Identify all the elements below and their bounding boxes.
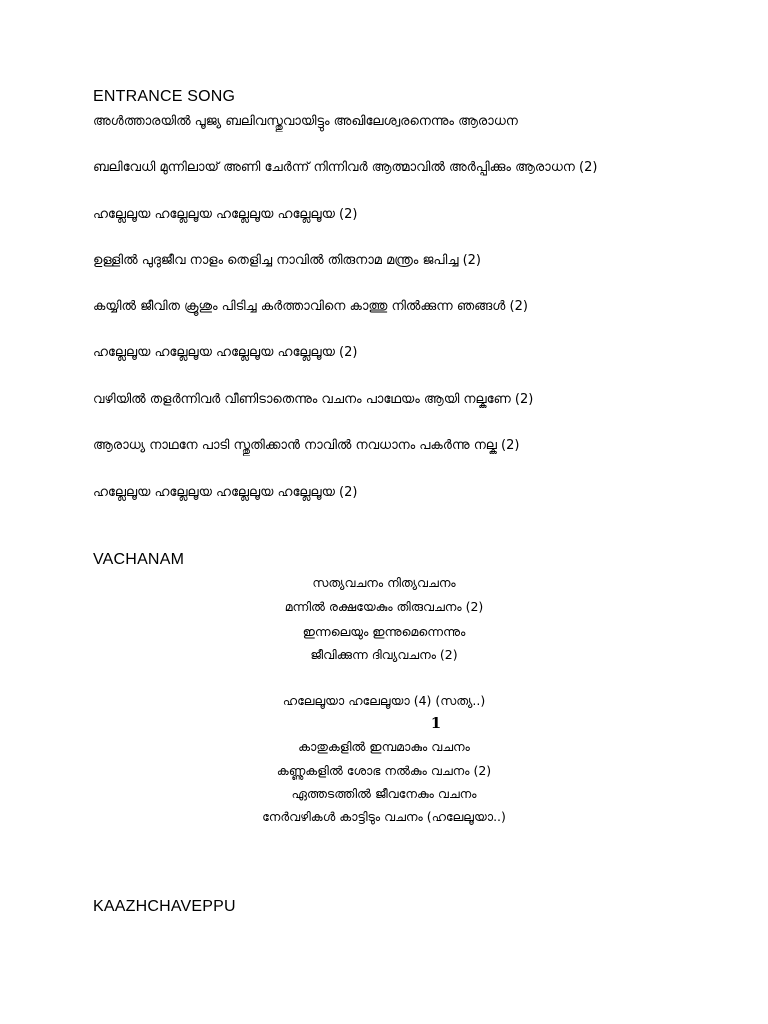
entrance-song-line-3: ഹല്ലേലൂയ ഹല്ലേലൂയ ഹല്ലേലൂയ ഹല്ലേലൂയ (2) [93,207,358,222]
vachanam-verse2-line-4: നേർവഴികൾ കാട്ടിടും വചനം (ഹലേലൂയാ..) [262,809,506,824]
entrance-song-line-9: ഹല്ലേലൂയ ഹല്ലേലൂയ ഹല്ലേലൂയ ഹല്ലേലൂയ (2) [93,485,358,500]
entrance-song-line-5: കയ്യിൽ ജീവിത ക്രൂശും പിടിച്ച കർത്താവിനെ കാത്തു നിൽക്കുന്ന ഞങ്ങൾ (2) [93,299,528,314]
vachanam-verse1-line-1: സത്യവചനം നിത്യവചനം [312,575,456,590]
vachanam-verse2-line-2: കണ്ണുകളിൽ ശോഭ നൽകും വചനം (2) [276,763,492,778]
entrance-song-line-7: വഴിയിൽ തളർന്നിവർ വീണിടാതെന്നും വചനം പാഥേയം ആയി നല്കണേ (2) [93,392,534,407]
section-title-entrance-song: ENTRANCE SONG [93,88,236,105]
entrance-song-line-2: ബലിവേധി മുന്നിലായ് അണി ചേർന്ന് നിന്നിവർ ആത്മാവിൽ അർപ്പിക്കും ആരാധന (2) [93,160,598,175]
section-title-vachanam: VACHANAM [93,551,185,568]
section-title-kaazhchaveppu: KAAZHCHAVEPPU [93,898,236,915]
entrance-song-line-4: ഉള്ളിൽ പുദുജീവ നാളം തെളിച്ച നാവിൽ തിരുനാമ മന്ത്രം ജപിച്ച (2) [93,253,481,268]
vachanam-chorus: ഹലേലൂയാ ഹലേലൂയാ (4) (സത്യ..) [282,693,486,708]
entrance-song-line-8: ആരാധ്യ നാഥനേ പാടി സ്തുതിക്കാൻ നാവിൽ നവധാനം പകർന്നു നല്ക (2) [93,438,520,453]
entrance-song-line-6: ഹല്ലേലൂയ ഹല്ലേലൂയ ഹല്ലേലൂയ ഹല്ലേലൂയ (2) [93,345,358,360]
vachanam-verse2-line-3: ഏത്തടത്തിൽ ജീവനേകും വചനം [291,786,477,801]
entrance-song-line-1: അൾത്താരയിൽ പൂജ്യ ബലിവസ്തുവായിട്ടും അഖിലേശ്വരനെന്നും ആരാധന [93,114,518,129]
vachanam-verse1-line-2: മന്നിൽ രക്ഷയേകും തിരുവചനം (2) [284,599,484,614]
vachanam-verse1-line-3: ഇന്നലെയും ഇന്നുമെന്നെന്നും [302,624,466,639]
vachanam-verse2-line-1: കാതുകളിൽ ഇമ്പമാകും വചനം [298,739,470,754]
vachanam-verse-number: 1 [430,714,442,732]
vachanam-verse1-line-4: ജീവിക്കുന്ന ദിവ്യവചനം (2) [310,647,458,662]
